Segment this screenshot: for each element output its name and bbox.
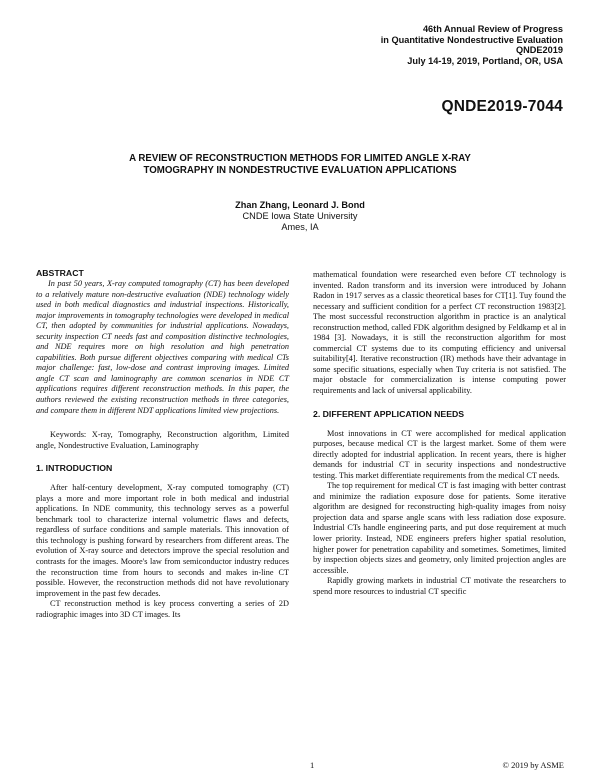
author-location: Ames, IA <box>281 222 319 233</box>
section-2-heading: 2. DIFFERENT APPLICATION NEEDS <box>313 408 465 419</box>
conference-name-line2: in Quantitative Nondestructive Evaluation <box>380 34 563 45</box>
introduction-paragraph-1: After half-century development, X-ray computed tomography (CT) plays a more and more important role in both medical and industrial applications. In NDE community, this technology serves as a powerful benchmark tool to characterize internal volumetric flaws and defects, regardless of surface conditions and sample materials. This innovation of this technology is pushing forward by researchers from different areas. The evolution of X-ray source and detectors improve the special resolution and contrasts for the images. Moore's law from semiconductor industry reduces the reconstruction time from hours to seconds and makes in-line CT possible. However, the reconstruction methods did not have revolutionary improvement in the past few decades. <box>36 483 289 598</box>
abstract-body: In past 50 years, X-ray computed tomography (CT) has been developed to a relatively mature non-destructive evaluation (NDE) technology widely used in both medical diagnostics and industrial inspections. Historically, major improvements in tomography technologies were developed in medical CT, then adopted by communities for industrial applications. Nowadays, security inspection CT needs fast and composition distinctive technologies, and NDE requires more on high resolution and high penetration capabilities. Both pursue different objectives comparing with medical CTs major challenge: fast, low-dose and contrast improving images. Limited angle CT scan and laminography are common scenarios in NDE CT applications requires different reconstruction methods. In this paper, the authors reviewed the existing reconstruction methods in three categories, and compare them in different NDT applications limited view projections. <box>36 279 289 415</box>
paper-title-line1: A REVIEW OF RECONSTRUCTION METHODS FOR LIMITED ANGLE X-RAY <box>129 153 471 164</box>
paper-id: QNDE2019-7044 <box>441 98 563 115</box>
copyright-notice: © 2019 by ASME <box>502 760 564 770</box>
left-column <box>36 268 289 620</box>
introduction-paragraph-2: CT reconstruction method is key process converting a series of 2D radiographic images into 3D CT images. Its <box>36 599 289 619</box>
conference-header <box>381 24 563 66</box>
conference-dates: July 14-19, 2019, Portland, OR, USA <box>407 55 563 66</box>
continued-paragraph: mathematical foundation were researched even before CT technology is invented. Radon transform and its inversion were introduced by Johann Radon in 1917 serves as a classic theoretical bases for CT[1]. Tuy found the necessary and sufficient condition for a perfect CT reconstruction 1983[2]. The most successful reconstruction algorithm in practice is an analytical reconstruction method, called FDK algorithm designed by Feldkamp et al in 1984 [3]. Nowadays, it is still the reconstruction algorithm for most commercial CT systems due to its computing efficiency and universal suitability[4]. Iterative reconstruction (IR) methods have their advantage in some specific situations, especially when Tuy criteria is not satisfied. The major obstacle for commercialization is intense computing power requirements and lack of universal applicability. <box>313 270 566 396</box>
section-2-paragraph-2: The top requirement for medical CT is fast imaging with better contrast and minimize the radiation exposure dose for patients. Some iterative algorithm are designed for reconstructing high-quality images from noisy projection data and sparse angle scans with less radiation dose exposure. Industrial CTs handle engineering parts, and put dose requirement at much lower priority. Instead, NDE engineers prefers higher spatial resolution, higher power for penetration capability and sometimes. Sometimes, limited by inspection objects sizes and geometry, only limited projection angles are accessible. <box>313 481 566 575</box>
keywords: Keywords: X-ray, Tomography, Reconstruction algorithm, Limited angle, Nondestructive Evaluation, Laminography <box>36 430 289 450</box>
conference-code: QNDE2019 <box>516 45 563 56</box>
abstract-heading: ABSTRACT <box>36 268 84 278</box>
author-affiliation: CNDE Iowa State University <box>242 211 358 222</box>
paper-title-line2: TOMOGRAPHY IN NONDESTRUCTIVE EVALUATION APPLICATIONS <box>143 165 457 177</box>
conference-name-line1: 46th Annual Review of Progress <box>422 24 563 34</box>
section-2-paragraph-1: Most innovations in CT were accomplished for medical application purposes, because medical CT is the largest market. Some of them were directly adopted for industrial application. In recent years, there is higher demands for industrial CT in security inspections and nondestructive testing. This market differentiate requirements from the medical CT needs. <box>313 428 566 480</box>
section-2-paragraph-3: Rapidly growing markets in industrial CT motivate the researchers to spend more resources to industrial CT specific <box>313 576 566 596</box>
author-names: Zhan Zhang, Leonard J. Bond <box>235 200 365 210</box>
page-number: 1 <box>310 760 315 770</box>
author-block <box>150 200 450 234</box>
paper-title <box>60 153 540 178</box>
right-column <box>313 270 566 597</box>
introduction-heading: 1. INTRODUCTION <box>36 463 113 474</box>
